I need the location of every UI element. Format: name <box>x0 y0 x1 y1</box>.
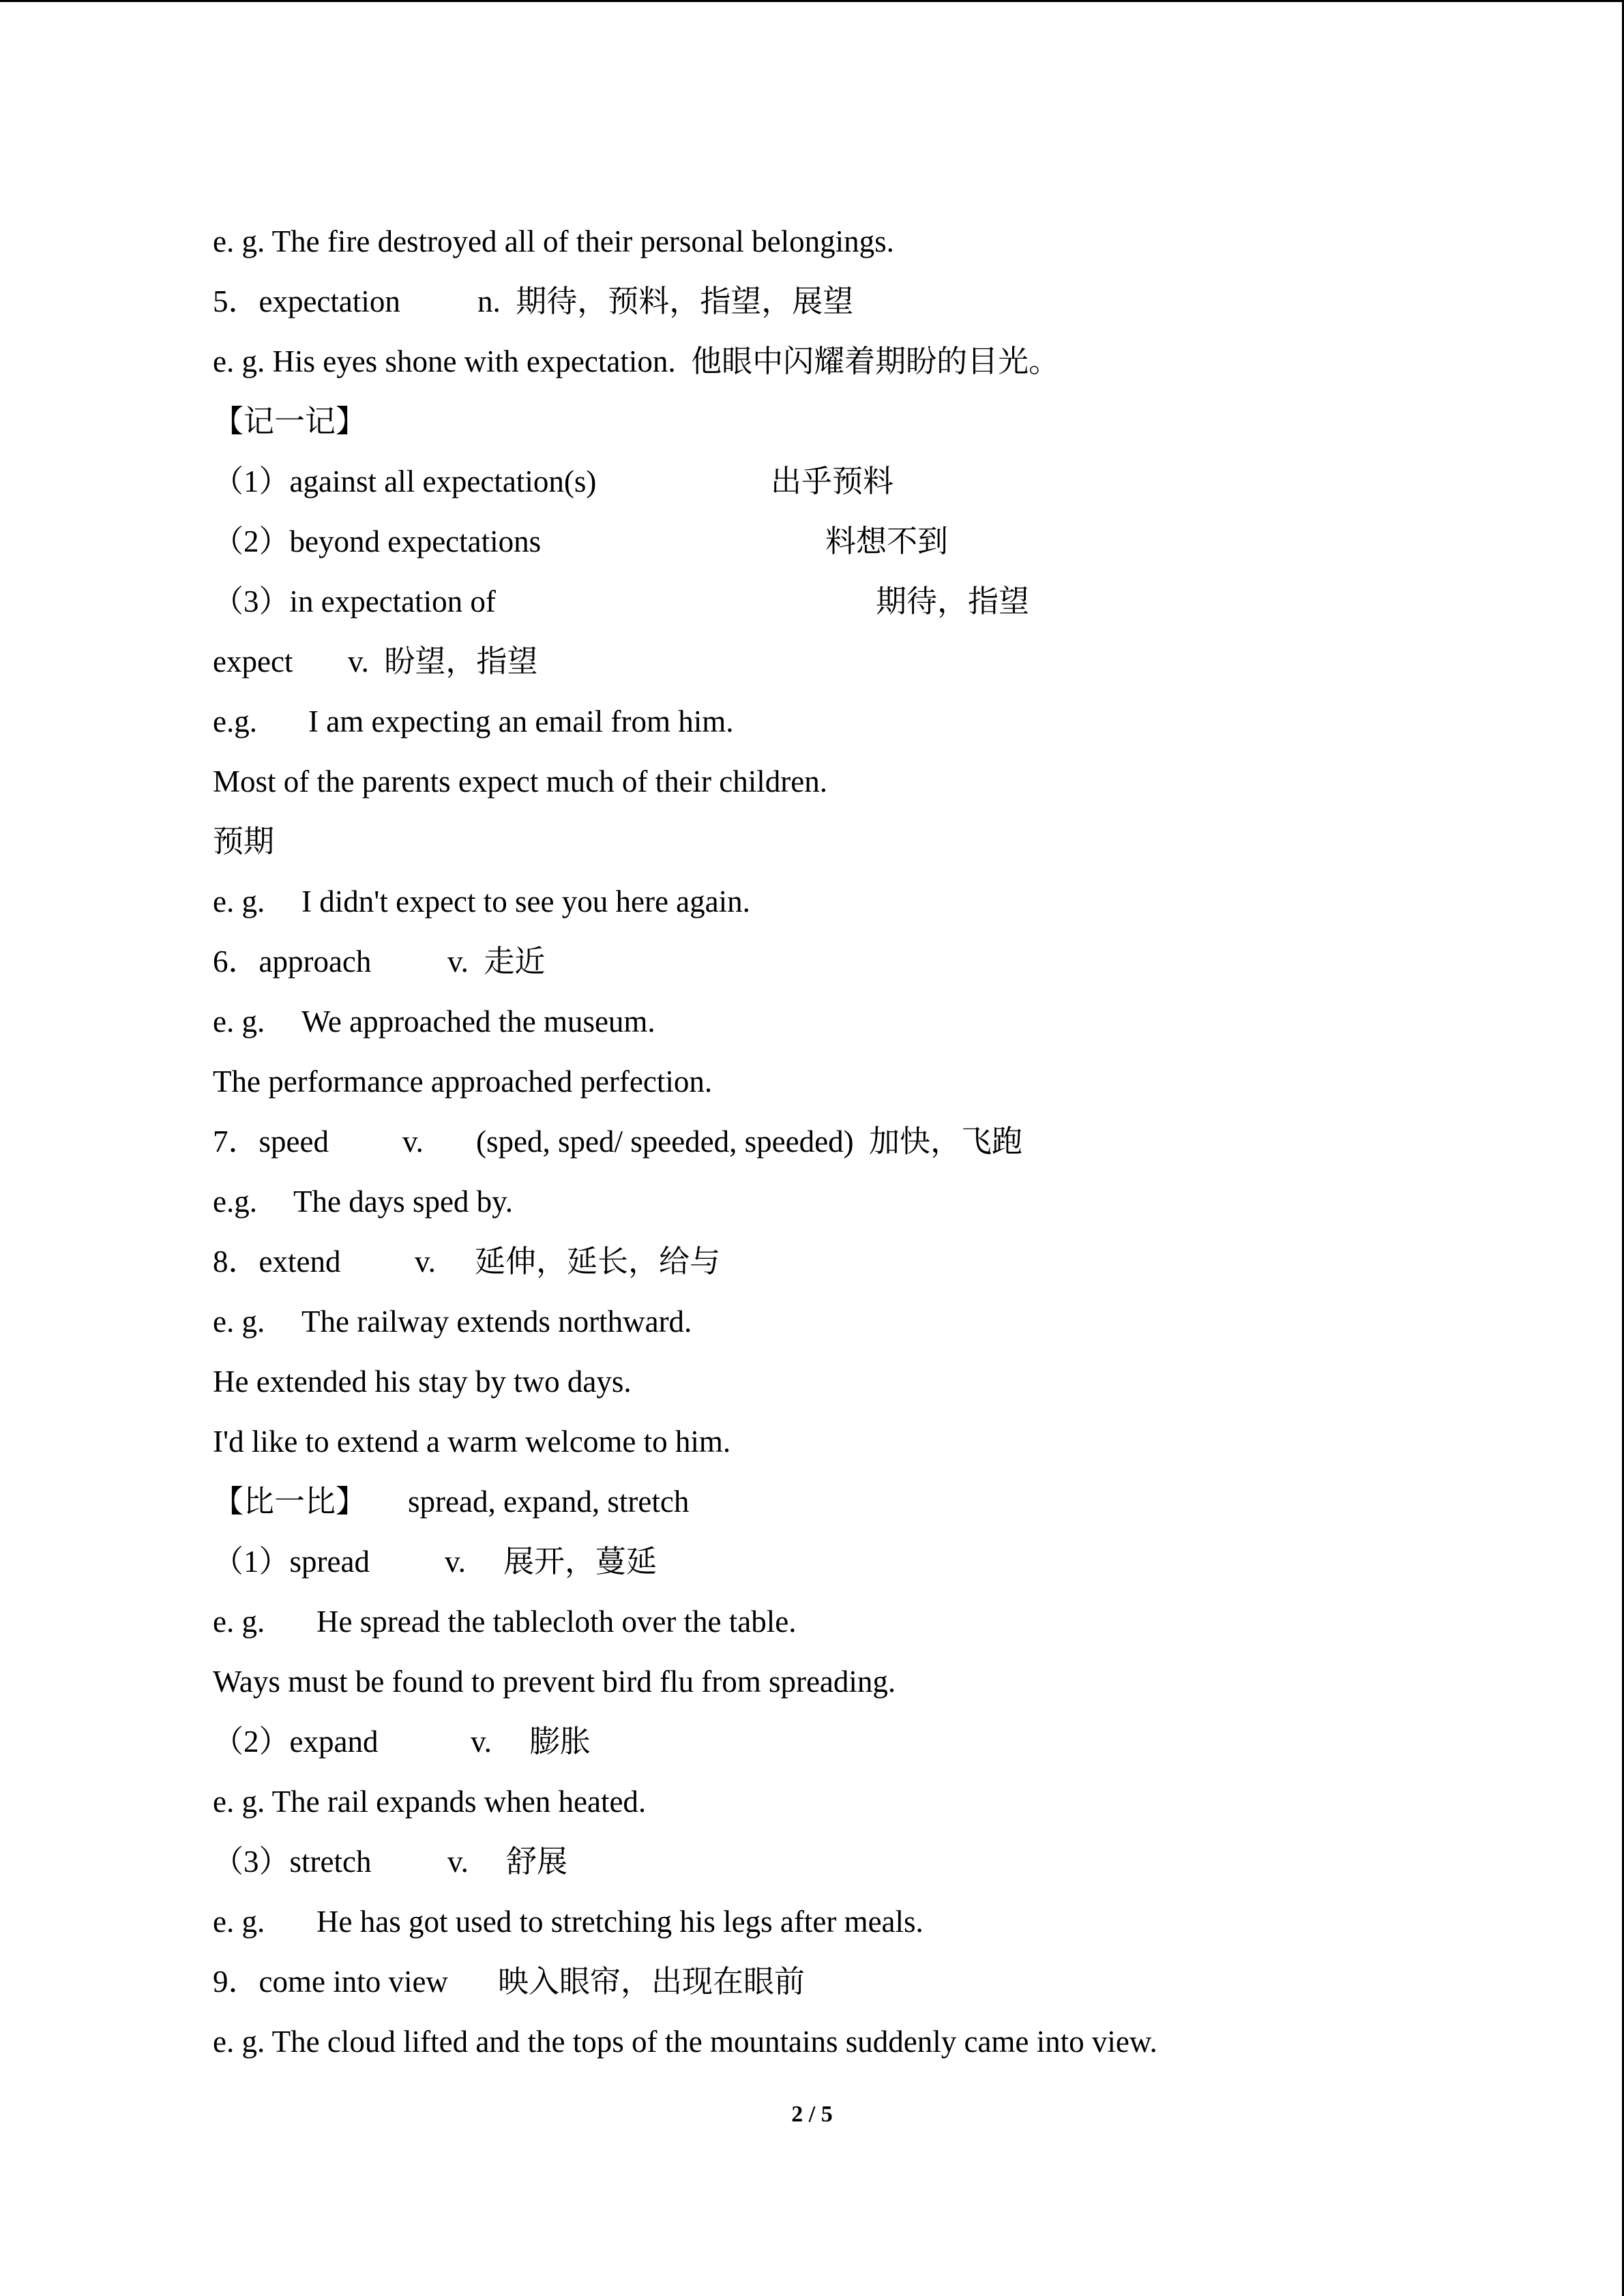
vocab-term: 8．extend <box>213 1244 341 1279</box>
example-text: We approached the museum. <box>301 1004 655 1039</box>
example-text: The days sped by. <box>293 1184 514 1219</box>
line-text: 预期 <box>213 824 275 859</box>
vocab-definition: 膨胀 <box>529 1725 591 1759</box>
vocab-entry-expectation <box>213 271 1509 331</box>
vocab-term: 6．approach <box>213 944 372 979</box>
example-sentence <box>213 992 1509 1052</box>
example-text: He has got used to stretching his legs after meals. <box>316 1905 924 1939</box>
section-heading-remember <box>213 391 1509 451</box>
phrase-meaning: 料想不到 <box>825 524 949 558</box>
example-text: I am expecting an email from him. <box>308 704 734 739</box>
compare-item-stretch <box>213 1832 1509 1892</box>
example-text: I didn't expect to see you here again. <box>301 884 750 919</box>
phrase-item <box>213 571 1509 631</box>
vocab-pos: v. <box>445 1545 466 1579</box>
example-sentence <box>213 1412 1509 1472</box>
phrase-term: （2）beyond expectations <box>213 524 542 558</box>
example-label: e. g. <box>213 1304 265 1339</box>
vocab-definition: (sped, sped/ speeded, speeded) 加快，飞跑 <box>476 1124 1023 1159</box>
example-sentence <box>213 1172 1509 1232</box>
vocab-entry-expect <box>213 631 1509 691</box>
line-text: The performance approached perfection. <box>213 1064 713 1099</box>
vocab-pos: v. <box>447 1845 469 1879</box>
compare-terms: spread, expand, stretch <box>408 1485 690 1519</box>
phrase-meaning: 期待，指望 <box>876 584 1030 618</box>
line-text: He extended his stay by two days. <box>213 1365 632 1399</box>
page-number: 2 / 5 <box>791 2102 833 2127</box>
vocab-entry-come-into-view <box>213 1952 1509 2012</box>
line-text: e. g. The cloud lifted and the tops of the mountains suddenly came into view. <box>213 2025 1157 2059</box>
document-body <box>213 211 1509 2072</box>
example-sentence <box>213 1292 1509 1352</box>
example-label: e.g. <box>213 1184 257 1219</box>
compare-item-expand <box>213 1712 1509 1772</box>
example-sentence <box>213 1652 1509 1712</box>
phrase-item <box>213 451 1509 511</box>
vocab-definition: v. 盼望，指望 <box>348 644 538 679</box>
vocab-pos: v. <box>402 1124 424 1159</box>
example-sentence <box>213 2012 1509 2072</box>
example-label: e. g. <box>213 1605 265 1639</box>
line-text: I'd like to extend a warm welcome to him. <box>213 1425 731 1459</box>
phrase-term: （3）in expectation of <box>213 584 496 618</box>
phrase-meaning: 出乎预料 <box>771 464 894 498</box>
line-text: e. g. His eyes shone with expectation. 他眼中闪耀着期盼的目光。 <box>213 344 1060 378</box>
vocab-definition: n. 期待，预料，指望，展望 <box>477 284 854 318</box>
example-sentence <box>213 1352 1509 1412</box>
vocab-definition: v. 走近 <box>447 944 546 979</box>
example-label: e.g. <box>213 704 257 739</box>
vocab-entry-speed <box>213 1112 1509 1172</box>
vocab-term: 5．expectation <box>213 284 400 318</box>
vocab-term: expect <box>213 644 293 679</box>
vocab-pos: v. <box>471 1725 492 1759</box>
example-sentence <box>213 751 1509 811</box>
example-sentence <box>213 1892 1509 1952</box>
example-sentence <box>213 1772 1509 1832</box>
example-sentence <box>213 691 1509 751</box>
vocab-entry-approach <box>213 931 1509 992</box>
phrase-term: （1）against all expectation(s) <box>213 464 597 498</box>
example-sentence <box>213 1052 1509 1112</box>
vocab-definition: 映入眼帘，出现在眼前 <box>498 1965 806 1999</box>
example-text: He spread the tablecloth over the table. <box>316 1605 797 1639</box>
phrase-item <box>213 511 1509 571</box>
vocab-entry-extend <box>213 1232 1509 1292</box>
vocab-term: 7．speed <box>213 1124 329 1159</box>
vocab-term: 9．come into view <box>213 1965 448 1999</box>
vocab-definition: 延伸，延长，给与 <box>475 1244 721 1279</box>
line-text: Ways must be found to prevent bird flu from spreading. <box>213 1665 896 1699</box>
top-border-rule <box>0 0 1624 2</box>
example-sentence <box>213 871 1509 931</box>
line-text: Most of the parents expect much of their children. <box>213 764 827 799</box>
section-heading-compare <box>213 1472 1509 1532</box>
example-label: e. g. <box>213 1004 265 1039</box>
line-text: e. g. The fire destroyed all of their personal belongings. <box>213 224 894 258</box>
compare-item-spread <box>213 1532 1509 1592</box>
vocab-definition: 舒展 <box>506 1845 568 1879</box>
section-heading-text: 【比一比】 <box>213 1485 367 1519</box>
example-sentence <box>213 331 1509 391</box>
text-line <box>213 211 1509 271</box>
example-label: e. g. <box>213 884 265 919</box>
line-text: e. g. The rail expands when heated. <box>213 1785 647 1819</box>
vocab-definition: 展开，蔓延 <box>503 1545 658 1579</box>
example-text: The railway extends northward. <box>301 1304 692 1339</box>
example-label: e. g. <box>213 1905 265 1939</box>
vocab-pos: v. <box>415 1244 436 1279</box>
example-sentence <box>213 1592 1509 1652</box>
section-heading-text: 【记一记】 <box>213 404 367 438</box>
sense-label <box>213 811 1509 871</box>
vocab-term: （2）expand <box>213 1725 379 1759</box>
vocab-term: （1）spread <box>213 1545 370 1579</box>
vocab-term: （3）stretch <box>213 1845 372 1879</box>
